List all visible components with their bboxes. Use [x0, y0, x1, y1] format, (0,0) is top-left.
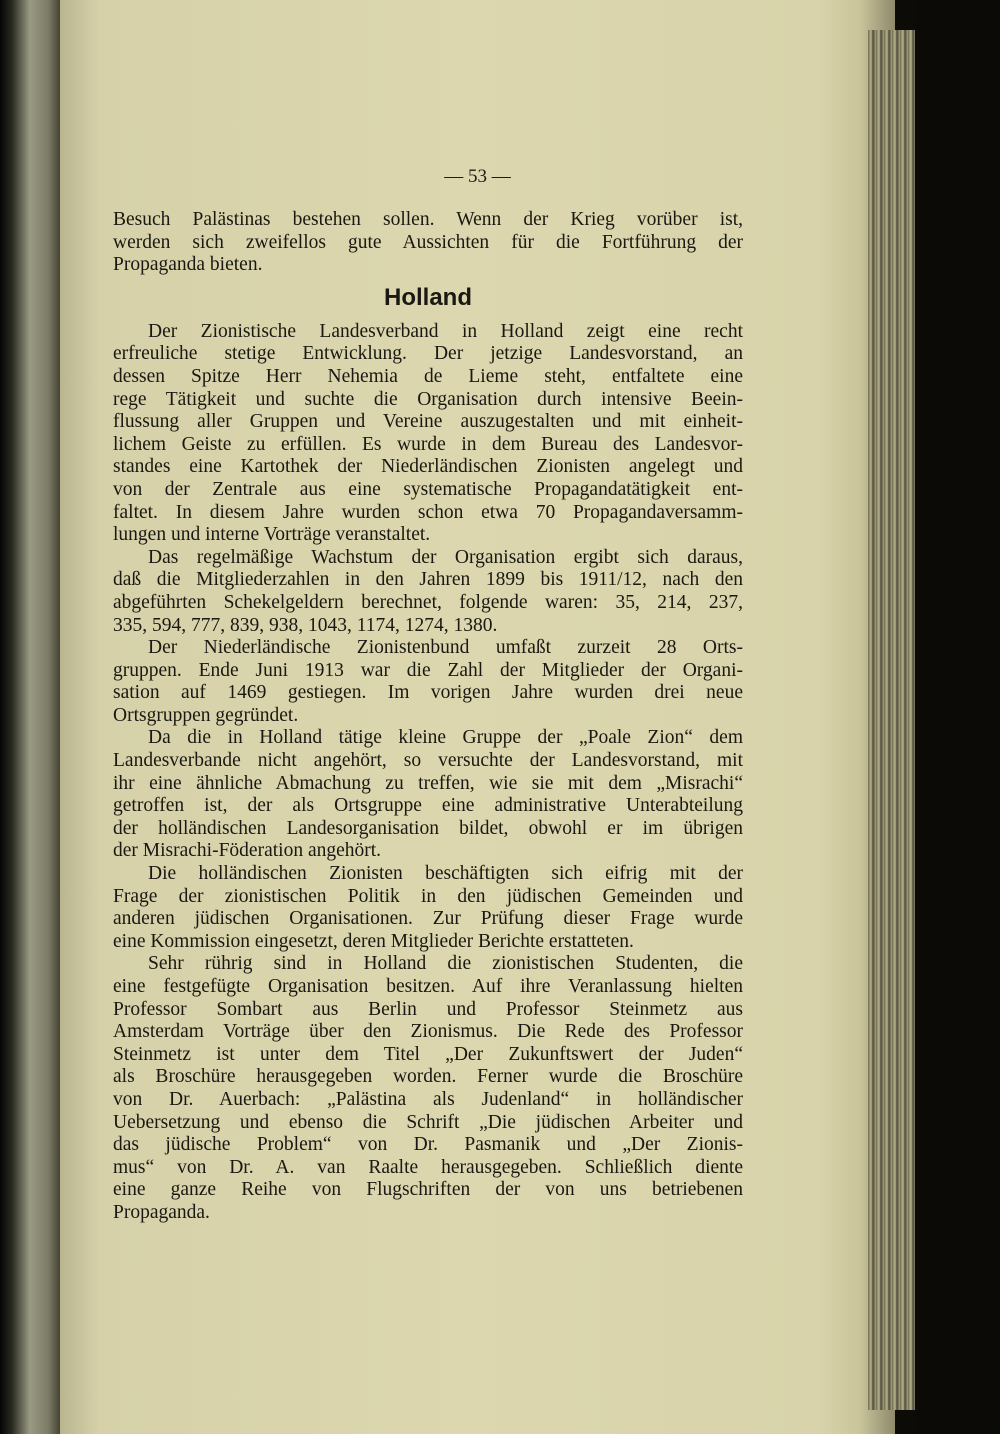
- paragraph-line: Die holländischen Zionisten beschäftigten sich eifrig mit der: [148, 863, 743, 885]
- paragraph-line: erfreuliche stetige Entwicklung. Der jetzige Landesvorstand, an: [113, 343, 743, 365]
- paragraph-line: als Broschüre herausgegeben worden. Ferner wurde die Broschüre: [113, 1066, 743, 1088]
- page-edges: [868, 30, 918, 1410]
- paragraph-line: Das regelmäßige Wachstum der Organisation ergibt sich daraus,: [148, 546, 743, 568]
- paragraph-line: abgeführten Schekelgeldern berechnet, folgende waren: 35, 214, 237,: [113, 591, 743, 613]
- paragraph-line: der Misrachi-Föderation angehört.: [113, 840, 382, 862]
- paragraph-line: eine festgefügte Organisation besitzen. Auf ihre Veranlassung hielten: [113, 976, 743, 997]
- section-heading: Holland: [384, 283, 472, 311]
- paragraph-line: von der Zentrale aus eine systematische Propagandatätigkeit ent-: [113, 478, 743, 500]
- paragraph-line: Da die in Holland tätige kleine Gruppe der „Poale Zion“ dem: [148, 727, 743, 749]
- book-page: [60, 0, 895, 1434]
- paragraph-line: 335, 594, 777, 839, 938, 1043, 1174, 1274, 1380.: [113, 614, 498, 636]
- paragraph-line: eine ganze Reihe von Flugschriften der von uns betriebenen: [113, 1179, 743, 1201]
- paragraph-line: von Dr. Auerbach: „Palästina als Judenland“ in holländischer: [113, 1088, 743, 1110]
- paragraph-line: das jüdische Problem“ von Dr. Pasmanik und „Der Zionis-: [113, 1134, 743, 1156]
- paragraph-line: Der Zionistische Landesverband in Holland zeigt eine recht: [148, 320, 743, 342]
- paragraph-line: getroffen ist, der als Ortsgruppe eine administrative Unterabteilung: [113, 795, 743, 817]
- paragraph-line: daß die Mitgliederzahlen in den Jahren 1899 bis 1911/12, nach den: [113, 569, 743, 591]
- paragraph-line: Uebersetzung und ebenso die Schrift „Die jüdischen Arbeiter und: [113, 1111, 743, 1133]
- background: [915, 0, 1000, 1434]
- paragraph-line: Landesverbande nicht angehört, so versuchte der Landesvorstand, mit: [113, 750, 743, 772]
- paragraph-line: faltet. In diesem Jahre wurden schon etwa 70 Propagandaversamm-: [113, 501, 743, 523]
- paragraph-line: Sehr rührig sind in Holland die zionistischen Studenten, die: [148, 953, 743, 975]
- intro-line: werden sich zweifellos gute Aussichten für die Fortführung der: [113, 231, 743, 253]
- left-page-edge: [0, 0, 62, 1434]
- page-number: — 53 —: [444, 166, 511, 187]
- intro-line: Besuch Palästinas bestehen sollen. Wenn der Krieg vorüber ist,: [113, 209, 743, 230]
- paragraph-line: lichem Geiste zu erfüllen. Es wurde in dem Bureau des Landesvor-: [113, 433, 743, 455]
- paragraph-line: der holländischen Landesorganisation bildet, obwohl er im übrigen: [113, 817, 743, 839]
- paragraph-line: mus“ von Dr. A. van Raalte herausgegeben. Schließlich diente: [113, 1156, 743, 1178]
- paragraph-line: Frage der zionistischen Politik in den jüdischen Gemeinden und: [113, 885, 743, 907]
- paragraph-line: lungen und interne Vorträge veranstaltet.: [113, 524, 431, 546]
- paragraph-line: Amsterdam Vorträge über den Zionismus. Die Rede des Professor: [113, 1021, 743, 1043]
- paragraph-line: Steinmetz ist unter dem Titel „Der Zukunftswert der Juden“: [113, 1043, 743, 1065]
- paragraph-line: eine Kommission eingesetzt, deren Mitglieder Berichte erstatteten.: [113, 930, 634, 952]
- paragraph-line: anderen jüdischen Organisationen. Zur Prüfung dieser Frage wurde: [113, 908, 743, 930]
- paragraph-line: Professor Sombart aus Berlin und Professor Steinmetz aus: [113, 998, 743, 1020]
- paragraph-line: Propaganda.: [113, 1201, 210, 1223]
- paragraph-line: sation auf 1469 gestiegen. Im vorigen Jahre wurden drei neue: [113, 682, 743, 704]
- paragraph-line: Der Niederländische Zionistenbund umfaßt zurzeit 28 Orts-: [148, 637, 743, 659]
- intro-line: Propaganda bieten.: [113, 254, 263, 276]
- paragraph-line: dessen Spitze Herr Nehemia de Lieme steht, entfaltete eine: [113, 365, 743, 387]
- body-text: [113, 209, 743, 1225]
- paragraph-line: flussung aller Gruppen und Vereine auszugestalten und mit einheit-: [113, 411, 743, 433]
- paragraph-line: standes eine Kartothek der Niederländischen Zionisten angelegt und: [113, 456, 743, 478]
- paragraph-line: gruppen. Ende Juni 1913 war die Zahl der Mitglieder der Organi-: [113, 659, 743, 681]
- paragraph-line: Ortsgruppen gegründet.: [113, 704, 299, 726]
- paragraph-line: ihr eine ähnliche Abmachung zu treffen, wie sie mit dem „Misrachi“: [113, 772, 743, 794]
- paragraph-line: rege Tätigkeit und suchte die Organisation durch intensive Beein-: [113, 388, 743, 410]
